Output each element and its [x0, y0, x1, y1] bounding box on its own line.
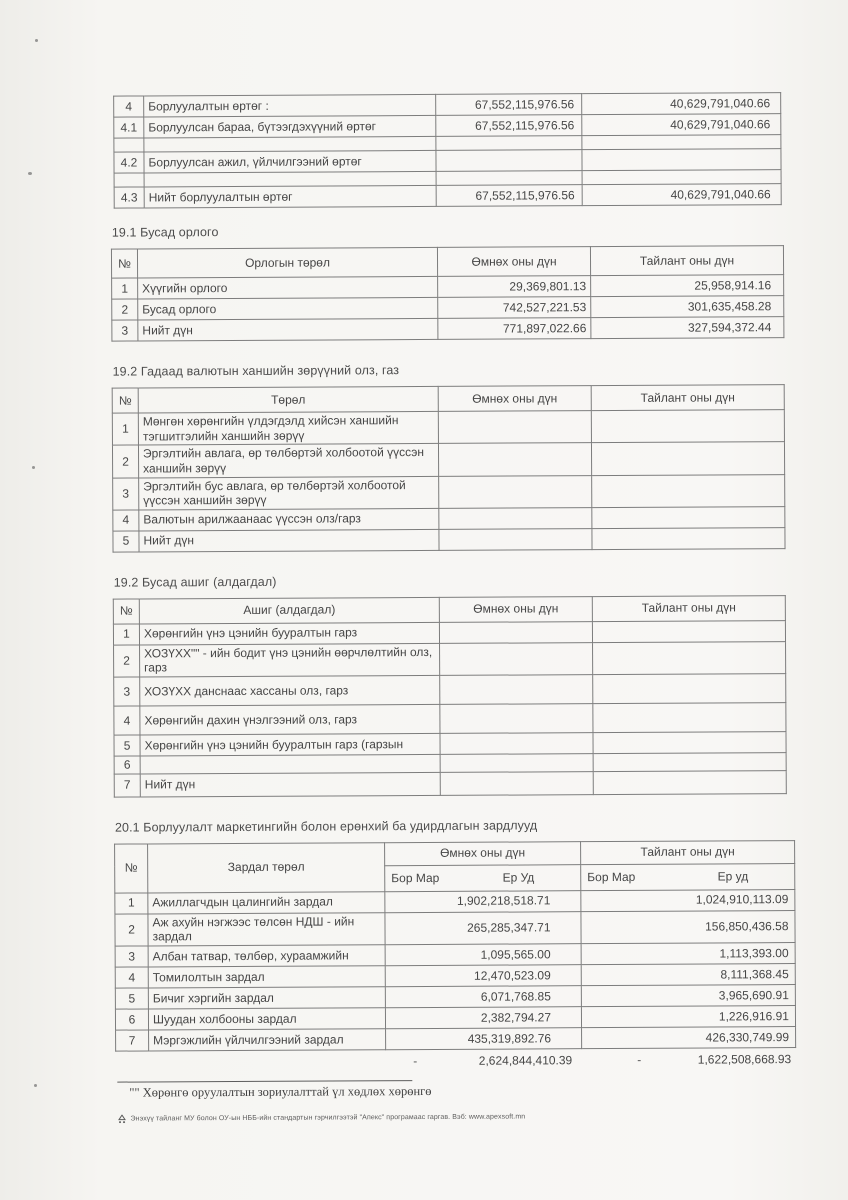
subheader-reporting-year [581, 863, 795, 890]
table-row [113, 527, 785, 552]
table-cell: ХОЗҮХХ данснаас хассаны олз, гарз [140, 675, 440, 706]
table-cell: 1 [113, 624, 139, 645]
table-row [114, 770, 786, 797]
table-cell: 3 [112, 320, 138, 341]
table-cell: 6 [114, 756, 140, 774]
column-header: № [113, 599, 139, 624]
table-cell: 5 [115, 988, 148, 1009]
table-cell [440, 675, 593, 705]
report-footer [117, 1111, 848, 1124]
fx-difference-section [112, 361, 848, 553]
table-cell: 2 [112, 445, 138, 477]
subheader-bor-mar: Бор Мар [587, 869, 636, 884]
table-cell: Нийт дүн [139, 529, 439, 552]
other-gains-section [113, 572, 848, 798]
table-cell [593, 674, 786, 704]
table-cell [591, 410, 784, 443]
table-cell: Бичиг хэргийн зардал [148, 987, 385, 1009]
table-cell: 6,071,768.85 [385, 986, 581, 1008]
table-cell: Валютын арилжаанаас үүссэн олз/гарз [139, 508, 439, 531]
table-cell [592, 474, 785, 507]
table-cell [144, 136, 436, 152]
table-cell [593, 753, 786, 772]
table-cell: Хөрөнгийн үнэ цэнийн бууралтын гарз [139, 622, 439, 645]
table-cell: 7 [114, 774, 140, 797]
table-cell: Хөрөнгийн дахин үнэлгээний олз, гарз [140, 704, 440, 735]
subheader-er-ud: Ер Уд [502, 870, 535, 885]
table-cell: 301,635,458.28 [591, 296, 784, 318]
expenses-table [114, 840, 796, 1052]
column-header: Өмнөх оны дүн [438, 386, 591, 412]
table-cell [438, 411, 591, 444]
table-cell [582, 149, 781, 171]
section-heading-fx-difference: 19.2 Гадаад валютын ханшийн зөрүүний олз, газ [112, 363, 400, 379]
table-cell: 426,330,749.99 [582, 1026, 796, 1048]
table-row [112, 442, 784, 478]
table-cell: Эргэлтийн авлага, өр төлбөртэй холбоотой үүссэн ханшийн зөрүү [138, 444, 438, 478]
table-cell: 265,285,347.71 [385, 911, 581, 944]
table-cell: Хүүгийн орлого [138, 276, 438, 299]
table-cell [439, 475, 592, 508]
table-cell: 1 [112, 278, 138, 299]
table-cell: 1 [115, 893, 148, 914]
column-header: Өмнөх оны дүн [437, 247, 590, 277]
table-cell: 1,902,218,518.71 [385, 890, 581, 912]
column-header: Тайлант оны дүн [590, 246, 783, 276]
table-cell [593, 770, 786, 794]
fx-difference-table [112, 384, 786, 552]
table-cell [582, 170, 781, 185]
other-income-section [111, 222, 848, 342]
table-cell [439, 507, 592, 529]
table-cell: Бусад орлого [138, 297, 438, 320]
table-cell: Борлуулсан ажил, үйлчилгээний өртөг [144, 150, 436, 173]
table-row [114, 641, 786, 677]
table-cell: 2 [112, 299, 138, 320]
section-heading-other-income: 19.1 Бусад орлого [111, 225, 219, 240]
table-cell [144, 171, 436, 187]
table-cell: Мөнгөн хөрөнгийн үлдэгдэлд хийсэн ханшийн тэгшитгэлийн ханшийн зөрүү [138, 411, 438, 445]
table-row [114, 703, 786, 736]
table-cell: Шуудан холбооны зардал [148, 1008, 385, 1030]
table-cell [114, 173, 144, 187]
table-cell: 4 [113, 510, 139, 531]
totals-dash-previous: - [413, 1053, 418, 1068]
table-cell [591, 442, 784, 475]
other-income-table [111, 245, 784, 342]
column-header: Тайлант оны дүн [592, 595, 785, 621]
apexsoft-logo-icon [117, 1114, 126, 1123]
table-cell: 40,629,791,040.66 [582, 114, 781, 136]
table-cell [439, 528, 592, 550]
table-cell: 25,958,914.16 [591, 275, 784, 297]
expenses-section [114, 816, 848, 1072]
table-cell: 4 [114, 706, 140, 735]
table-cell [114, 138, 144, 152]
column-header: Өмнөх оны дүн [439, 596, 592, 622]
table-cell: 1,024,910,113.09 [581, 889, 795, 911]
table-cell: Нийт дүн [140, 772, 440, 797]
column-header-expense-type: Зардал төрөл [148, 842, 385, 892]
table-cell [440, 771, 593, 795]
table-cell: 4 [114, 96, 144, 117]
table-cell: 2 [114, 645, 140, 677]
table-cell: Борлуулалтын өртөг : [144, 94, 436, 117]
table-cell: 4.3 [114, 187, 144, 208]
table-cell [438, 443, 591, 476]
table-cell: 3 [115, 946, 148, 967]
table-cell [582, 135, 781, 150]
table-cell: 1 [112, 413, 138, 445]
section-heading-other-gains: 19.2 Бусад ашиг (алдагдал) [113, 574, 277, 590]
table-cell: Эргэлтийн бус авлага, өр төлбөртэй холбоотой үүссэн ханшийн зөрүү [139, 476, 439, 510]
table-cell: 40,629,791,040.66 [582, 93, 781, 115]
table-row [112, 317, 784, 342]
totals-value-previous: 2,624,844,410.39 [478, 1053, 573, 1068]
sales-cost-table [113, 92, 782, 208]
table-cell: 8,111,368.45 [581, 963, 795, 985]
table-cell: Албан татвар, төлбөр, хураамжийн [148, 945, 385, 967]
table-cell: 771,897,022.66 [438, 318, 591, 340]
table-cell [593, 732, 786, 754]
table-cell: Борлуулсан бараа, бүтээгдэхүүний өртөг [144, 115, 436, 138]
footnote-text: "" Хөрөнгө оруулалтын зориулалттай үл хөдлөх хөрөнгө [129, 1083, 432, 1100]
subheader-previous-year [385, 864, 581, 891]
column-header: Ашиг (алдагдал) [139, 597, 439, 624]
table-cell: 4 [115, 967, 148, 988]
table-cell: 4.1 [114, 117, 144, 138]
table-cell: 3 [113, 477, 139, 509]
other-gains-table [113, 595, 787, 797]
footnote-rule [117, 1080, 412, 1083]
table-cell [592, 506, 785, 528]
table-cell: Нийт дүн [138, 318, 438, 341]
table-cell: 29,369,801.13 [438, 276, 591, 298]
header-row [111, 246, 783, 279]
column-header: Тайлант оны дүн [591, 385, 784, 411]
table-cell: Ажиллагчдын цалингийн зардал [148, 891, 385, 913]
table-cell: ХОЗҮХХ"" - ийн бодит үнэ цэнийн өөрчлөлтийн олз, гарз [140, 643, 440, 677]
table-cell: 67,552,115,976.56 [436, 94, 582, 116]
column-header: Орлогын төрөл [137, 247, 437, 278]
table-cell: Мэргэжлийн үйлчилгээний зардал [149, 1029, 386, 1051]
table-cell: 1,095,565.00 [385, 944, 581, 966]
header-row [112, 385, 784, 414]
table-cell: 5 [114, 735, 140, 756]
header-row [113, 595, 785, 624]
column-header: № [111, 249, 137, 278]
table-cell [436, 171, 582, 186]
table-row [114, 184, 781, 208]
table-cell: 2 [115, 914, 148, 946]
table-cell: 7 [116, 1030, 149, 1051]
table-cell [592, 620, 785, 642]
table-row [112, 410, 784, 446]
table-cell: 156,850,436.58 [581, 910, 795, 943]
table-row [113, 474, 785, 510]
totals-dash-reporting: - [637, 1052, 642, 1067]
column-header: Төрөл [138, 386, 438, 413]
table-cell: 1,113,393.00 [581, 942, 795, 964]
subheader-er-ud: Ер уд [717, 869, 749, 884]
table-cell: 67,552,115,976.56 [436, 115, 582, 137]
table-cell [140, 754, 440, 773]
table-cell: 67,552,115,976.56 [436, 185, 582, 207]
table-cell: Аж ахуйн нэгжээс төлсөн НДШ - ийн зардал [148, 912, 385, 945]
table-cell: 1,226,916.91 [581, 1005, 795, 1027]
sales-cost-section [110, 92, 847, 209]
expenses-totals-row [115, 1052, 795, 1073]
table-row [116, 1026, 796, 1051]
table-cell: 3 [114, 677, 140, 706]
table-cell: 435,319,892.76 [386, 1028, 582, 1050]
table-cell: Хөрөнгийн үнэ цэнийн бууралтын гарз (гарзын [140, 733, 440, 756]
table-cell: 5 [113, 531, 139, 552]
totals-value-reporting: 1,622,508,668.93 [697, 1051, 792, 1067]
table-cell: 40,629,791,040.66 [582, 184, 781, 206]
table-cell: 742,527,221.53 [438, 297, 591, 319]
table-cell: 3,965,690.91 [581, 984, 795, 1006]
table-cell: 6 [115, 1009, 148, 1030]
table-cell [440, 704, 593, 734]
subheader-bor-mar: Бор Мар [391, 870, 440, 885]
table-cell [440, 754, 593, 772]
column-header-previous-year: Өмнөх оны дүн [385, 841, 581, 865]
table-cell [440, 642, 593, 675]
table-cell [593, 703, 786, 733]
table-cell [593, 641, 786, 674]
section-heading-expenses: 20.1 Борлуулалт маркетингийн болон ерөнхий ба удирдлагын зардлууд [114, 818, 538, 835]
table-cell [436, 136, 582, 151]
table-cell [436, 150, 582, 172]
table-cell [440, 733, 593, 755]
table-cell: 12,470,523.09 [385, 965, 581, 987]
table-cell [592, 527, 785, 549]
column-header-no: № [115, 844, 148, 893]
column-header: № [112, 388, 138, 413]
footer-text: Энэхүү тайланг МУ болон ОУ-ын НББ-ийн стандартын гэрчилгээтэй "Апекс" програмаас гаргав. Вэб: www.apexsoft.mn [130, 1113, 526, 1123]
table-row [114, 674, 786, 707]
table-cell [439, 621, 592, 643]
table-row [115, 910, 795, 946]
table-cell: 2,382,794.27 [385, 1007, 581, 1029]
table-cell: Нийт борлуулалтын өртөг [144, 185, 436, 208]
table-cell: 327,594,372.44 [591, 317, 784, 339]
column-header-reporting-year: Тайлант оны дүн [581, 840, 795, 864]
table-cell: 4.2 [114, 152, 144, 173]
table-cell: Томилолтын зардал [148, 966, 385, 988]
